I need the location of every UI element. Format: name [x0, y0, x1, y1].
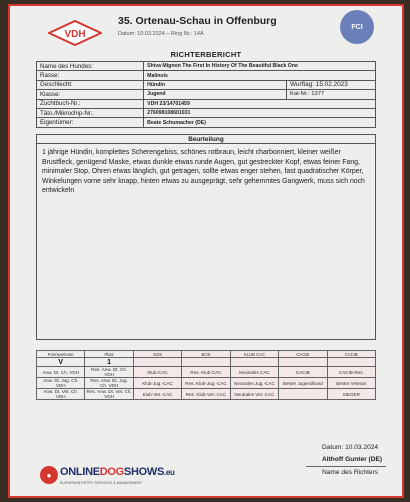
results-row-junior [37, 378, 376, 389]
results-header-cell: Platz [85, 351, 133, 358]
info-row-class [37, 90, 376, 99]
results-mark-cell [327, 358, 375, 367]
owner-label: Eigentümer: [37, 118, 144, 127]
info-row-name [37, 62, 376, 71]
results-cell: Neutrales Jug.-CAC [230, 378, 278, 389]
onlinedogshows-tagline: EUROPEAN ENTRY SERVICES & MANAGEMENT [60, 481, 143, 485]
results-cell: Res. Klub-Vet.-CAC [182, 389, 230, 400]
class-value: Jugend [144, 90, 287, 99]
studbook-label: Zuchtbuch-Nr.: [37, 99, 144, 108]
results-cell: Res. Klub-CAC [182, 367, 230, 378]
results-cell: Res. Anw. Dt. Vet. Ch. VDH [86, 389, 132, 399]
assessment-text: 1 jährige Hündin, komplettes Scherengebiss, schönes rotbraun, leicht charbonniert, kleiner weißer Brustfleck, genügend Maske, etwas dunkle etwas runde Augen, gut gestreckter Kopf, etwas feiner Fang, minimaler Stop, Ohren etwas länglich, gut getragen, sollte etwas enger stehen, fast quadratischer Körper, Winkelungen vorne sehr knapp, hinten etwas zu ausgeprägt, sehr gehemmtes Gangwerk, muss sich noch entwickeln [36, 144, 376, 340]
results-header-cell: KLUB CAC [230, 351, 278, 358]
judge-name: Althoff Gunter (DE) [322, 456, 383, 463]
vdh-logo-text: VDH [64, 29, 86, 40]
grade-mark: V [37, 358, 85, 367]
assessment-heading: Beurteilung [36, 134, 376, 144]
results-header-cell: Formwertnote [37, 351, 85, 358]
results-cell: Neutrales CAC [230, 367, 278, 378]
info-row-sex [37, 80, 376, 89]
studbook-value: VDH 23/14701459 [144, 99, 376, 108]
owner-value: Beate Schumacher (DE) [144, 118, 376, 127]
results-cell: Anw. Dt. Jug. Ch. VDH [37, 378, 85, 389]
results-cell: Anw. Dt. Vet. Ch. VDH [37, 389, 85, 400]
results-header-row [37, 351, 376, 358]
results-marks-row [37, 358, 376, 367]
chip-value: 276098108601031 [144, 108, 376, 117]
judge-report-sheet [8, 4, 404, 498]
breed-value: Malinois [144, 71, 376, 80]
wordmark-dog: DOG [99, 466, 124, 478]
report-title: RICHTERBERICHT [170, 50, 242, 59]
footer-date: Datum: 10.03.2024 [322, 444, 379, 451]
info-row-owner [37, 118, 376, 127]
class-label: Klasse: [37, 90, 144, 99]
results-cell [279, 389, 327, 400]
info-row-studbook [37, 99, 376, 108]
fci-logo-text: FCI [351, 23, 363, 31]
report-header [10, 6, 402, 46]
chip-label: Täto./Mikrochip-Nr.: [37, 108, 144, 117]
name-value: Shiva Mignon The First In History Of The Beautiful Black One [144, 62, 376, 71]
placement-mark: 1 [85, 358, 133, 367]
signature-line [306, 466, 386, 467]
results-cell: Anw. Dt. Ch. VDH [37, 367, 85, 378]
results-table [36, 350, 376, 400]
wordmark-domain: .eu [163, 468, 175, 477]
results-cell: SIEGER [327, 389, 375, 400]
results-cell: Res. Klub-Jug.-CAC [182, 378, 230, 389]
results-header-cell: BOS [182, 351, 230, 358]
breed-label: Rasse: [37, 71, 144, 80]
sex-value: Hündin [144, 80, 287, 89]
wordmark-online: ONLINE [60, 466, 100, 478]
name-label: Name des Hundes: [37, 62, 144, 71]
results-mark-cell [182, 358, 230, 367]
results-cell: Klub-Vet.-CAC [133, 389, 181, 400]
whelp-date: Wurftag: 15.02.2023 [286, 80, 375, 89]
dog-info-table [36, 61, 376, 128]
results-row-veteran [37, 389, 376, 400]
results-cell: Klub-CAC [133, 367, 181, 378]
results-cell: Bester Jugendhund [279, 378, 327, 389]
catalog-number: Kat-Nr.: 1377 [286, 90, 375, 99]
fci-logo [340, 10, 374, 44]
onlinedogshows-wordmark [60, 466, 175, 478]
results-header-cell: CACIB [327, 351, 375, 358]
show-subtitle: Datum: 10.03.2024 – Ring Nr.: 14A [118, 31, 204, 37]
show-title: 35. Ortenau-Schau in Offenburg [118, 15, 277, 27]
results-mark-cell [279, 358, 327, 367]
results-cell: Bester Veteran [327, 378, 375, 389]
vdh-logo [48, 20, 102, 46]
onlinedogshows-logo [40, 466, 190, 492]
paw-icon: ● [40, 466, 58, 484]
sex-label: Geschlecht: [37, 80, 144, 89]
results-mark-cell [133, 358, 181, 367]
results-cell: CACIB-Res. [327, 367, 375, 378]
results-cell: Neutrales Vet.-CAC [230, 389, 278, 400]
results-header-cell: CACIB [279, 351, 327, 358]
results-cell: Res. Anw. Dt. Ch. VDH [85, 367, 133, 378]
judge-name-label: Name des Richters [322, 469, 379, 476]
results-header-cell: SOS [133, 351, 181, 358]
info-row-breed [37, 71, 376, 80]
results-cell: Klub-Jug.-CAC [133, 378, 181, 389]
results-row-champion [37, 367, 376, 378]
results-mark-cell [230, 358, 278, 367]
results-cell: CACIB [279, 367, 327, 378]
results-cell: Res. Anw. Dt. Jug. Ch. VDH [85, 378, 133, 389]
info-row-chip [37, 108, 376, 117]
wordmark-shows: SHOWS [123, 466, 164, 478]
